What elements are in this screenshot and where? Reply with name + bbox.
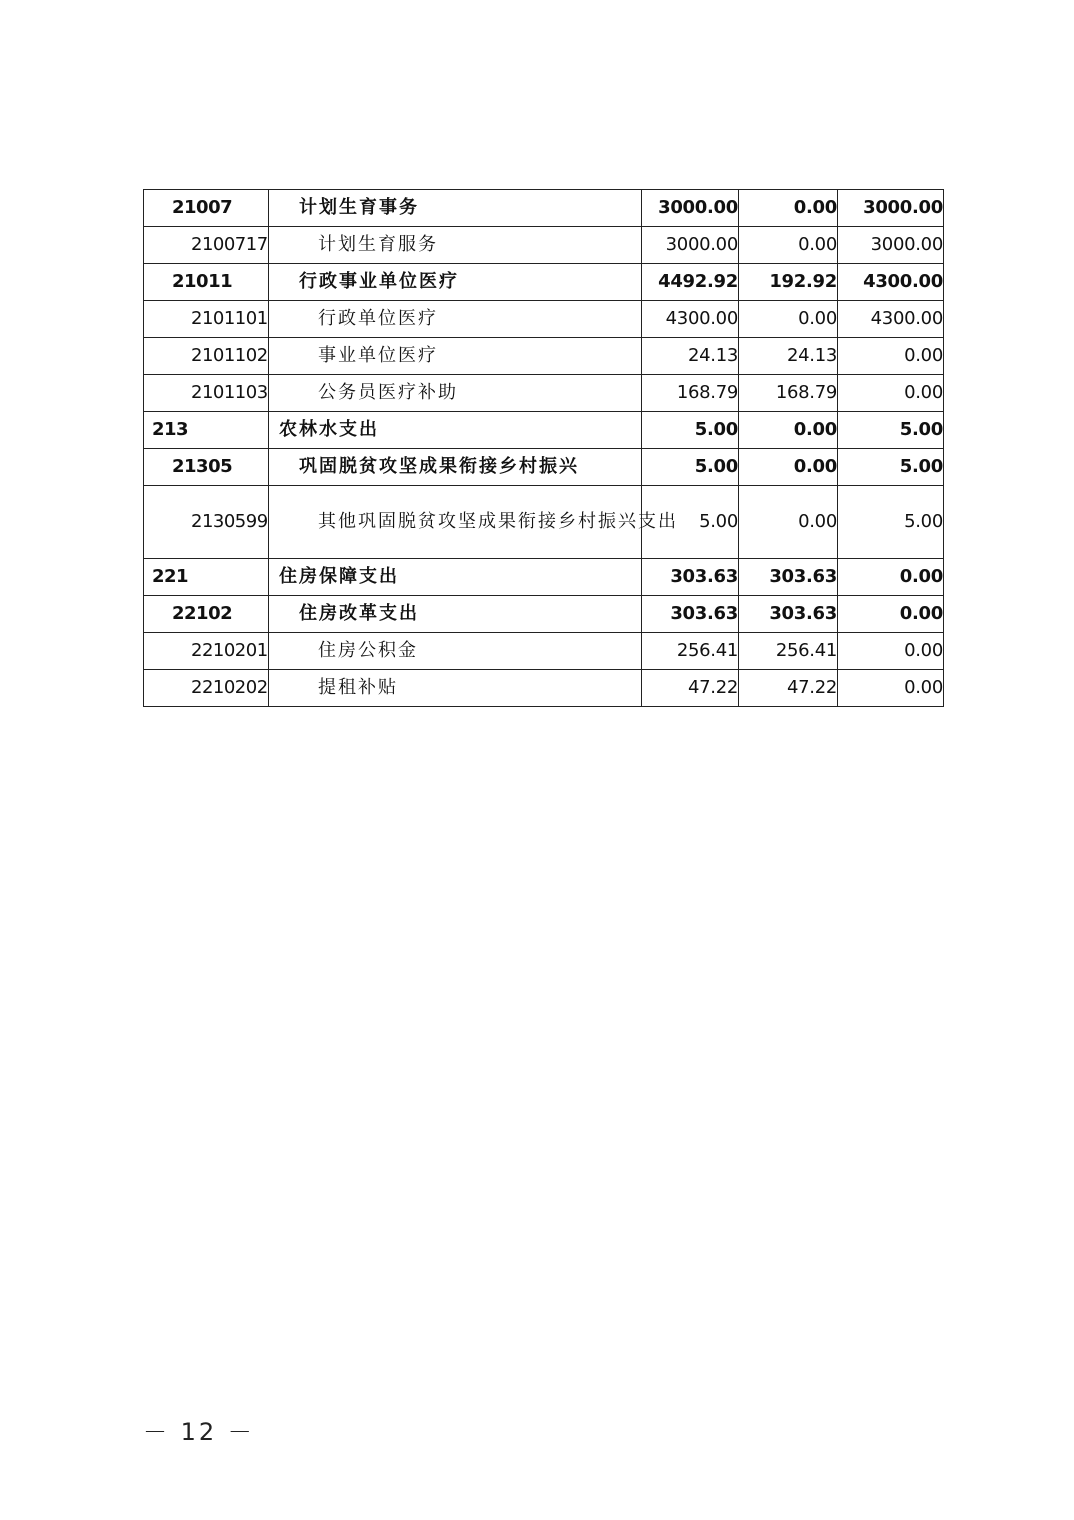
amount-basic: 47.22 <box>739 670 838 707</box>
subject-code: 21011 <box>144 264 269 301</box>
subject-code: 213 <box>144 412 269 449</box>
table-row <box>144 670 944 707</box>
subject-name: 住房公积金 <box>269 633 642 670</box>
table-row <box>144 227 944 264</box>
amount-project: 0.00 <box>838 338 944 375</box>
subject-code: 21305 <box>144 449 269 486</box>
amount-basic: 0.00 <box>739 486 838 559</box>
table-row <box>144 264 944 301</box>
amount-total: 3000.00 <box>642 190 739 227</box>
amount-basic: 256.41 <box>739 633 838 670</box>
subject-name: 计划生育事务 <box>269 190 642 227</box>
subject-code: 2210202 <box>144 670 269 707</box>
amount-project: 3000.00 <box>838 227 944 264</box>
table-row <box>144 633 944 670</box>
amount-total: 4300.00 <box>642 301 739 338</box>
subject-code: 2101103 <box>144 375 269 412</box>
amount-total: 3000.00 <box>642 227 739 264</box>
subject-name: 行政事业单位医疗 <box>269 264 642 301</box>
table-row <box>144 412 944 449</box>
subject-code: 22102 <box>144 596 269 633</box>
amount-total: 5.00 <box>642 486 739 559</box>
subject-name: 行政单位医疗 <box>269 301 642 338</box>
amount-total: 47.22 <box>642 670 739 707</box>
amount-total: 303.63 <box>642 559 739 596</box>
subject-name: 公务员医疗补助 <box>269 375 642 412</box>
table-row <box>144 190 944 227</box>
table-row <box>144 375 944 412</box>
amount-basic: 0.00 <box>739 227 838 264</box>
subject-name: 住房改革支出 <box>269 596 642 633</box>
amount-total: 303.63 <box>642 596 739 633</box>
amount-basic: 0.00 <box>739 449 838 486</box>
subject-code: 2100717 <box>144 227 269 264</box>
amount-total: 5.00 <box>642 412 739 449</box>
amount-total: 5.00 <box>642 449 739 486</box>
amount-project: 4300.00 <box>838 264 944 301</box>
amount-basic: 0.00 <box>739 412 838 449</box>
amount-project: 0.00 <box>838 596 944 633</box>
amount-project: 4300.00 <box>838 301 944 338</box>
subject-name: 其他巩固脱贫攻坚成果衔接乡村振兴支出 <box>269 486 642 559</box>
table-row <box>144 301 944 338</box>
amount-project: 0.00 <box>838 633 944 670</box>
amount-basic: 0.00 <box>739 190 838 227</box>
amount-basic: 303.63 <box>739 559 838 596</box>
amount-project: 5.00 <box>838 449 944 486</box>
amount-total: 256.41 <box>642 633 739 670</box>
subject-code: 2130599 <box>144 486 269 559</box>
expenditure-table <box>143 189 944 707</box>
amount-basic: 168.79 <box>739 375 838 412</box>
subject-name: 计划生育服务 <box>269 227 642 264</box>
subject-name: 农林水支出 <box>269 412 642 449</box>
subject-name: 事业单位医疗 <box>269 338 642 375</box>
amount-basic: 192.92 <box>739 264 838 301</box>
amount-basic: 24.13 <box>739 338 838 375</box>
amount-basic: 303.63 <box>739 596 838 633</box>
amount-project: 0.00 <box>838 670 944 707</box>
subject-name: 巩固脱贫攻坚成果衔接乡村振兴 <box>269 449 642 486</box>
amount-project: 0.00 <box>838 559 944 596</box>
amount-basic: 0.00 <box>739 301 838 338</box>
subject-code: 2210201 <box>144 633 269 670</box>
subject-code: 21007 <box>144 190 269 227</box>
amount-total: 4492.92 <box>642 264 739 301</box>
table-row <box>144 486 944 559</box>
table-row <box>144 596 944 633</box>
amount-total: 168.79 <box>642 375 739 412</box>
amount-project: 0.00 <box>838 375 944 412</box>
page-number: － 12 － <box>143 1418 255 1446</box>
amount-total: 24.13 <box>642 338 739 375</box>
subject-name: 提租补贴 <box>269 670 642 707</box>
table-row <box>144 449 944 486</box>
table-row <box>144 559 944 596</box>
subject-name: 住房保障支出 <box>269 559 642 596</box>
amount-project: 5.00 <box>838 486 944 559</box>
amount-project: 3000.00 <box>838 190 944 227</box>
subject-code: 2101101 <box>144 301 269 338</box>
subject-code: 221 <box>144 559 269 596</box>
amount-project: 5.00 <box>838 412 944 449</box>
table-row <box>144 338 944 375</box>
subject-code: 2101102 <box>144 338 269 375</box>
